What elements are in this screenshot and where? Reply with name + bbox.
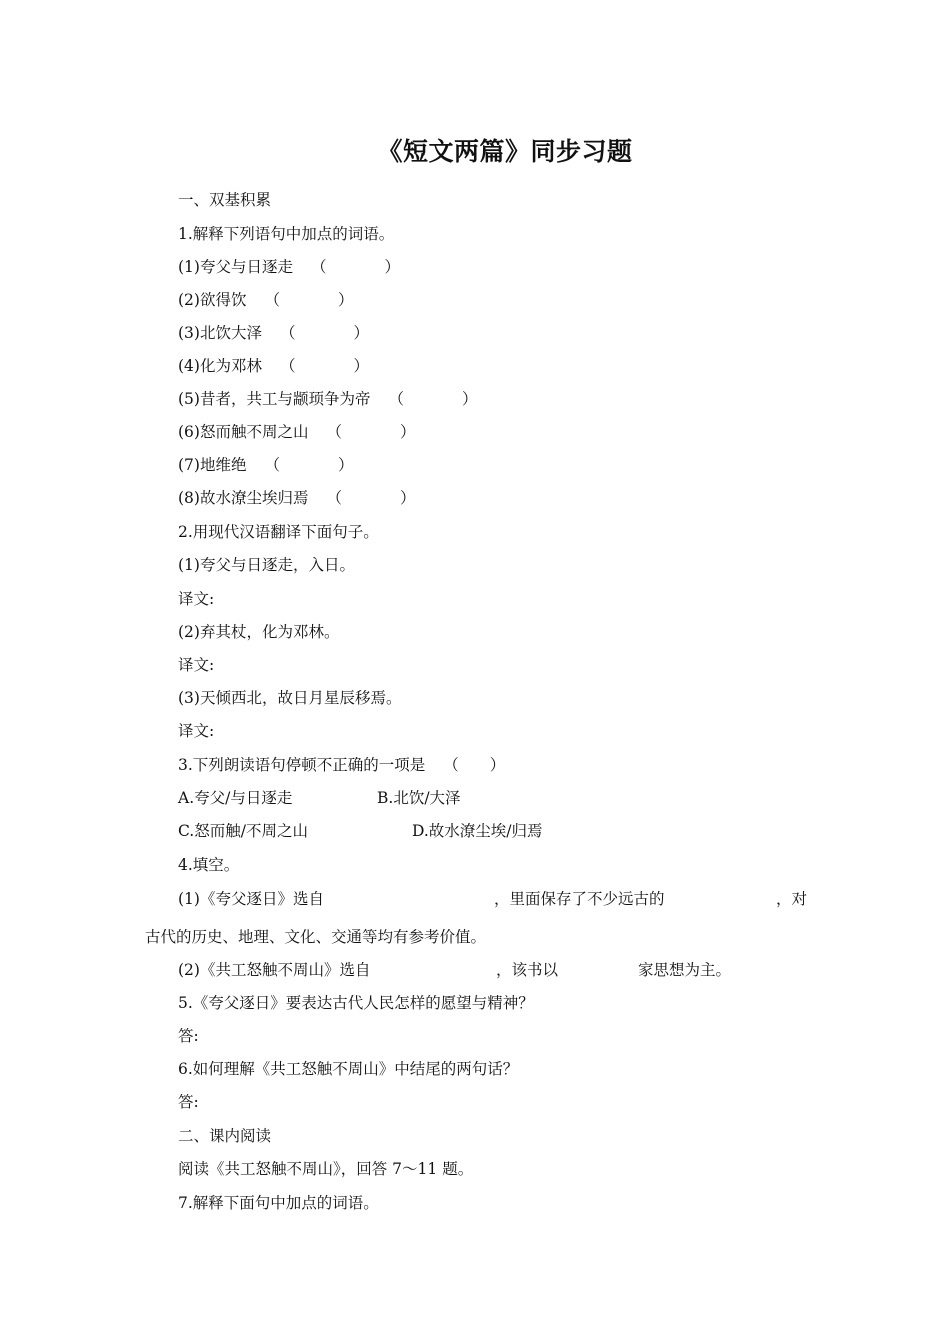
answer-label-2: 答: — [178, 1093, 199, 1111]
question-3-text: 3.下列朗读语句停顿不正确的一项是 — [178, 756, 426, 774]
question-1-item-2 — [178, 290, 354, 310]
answer-paren-close: ） — [399, 423, 416, 441]
translation-label-2: 译文: — [178, 656, 215, 674]
question-4-stem: 4.填空。 — [178, 856, 240, 874]
question-2-item-3: (3)天倾西北，故日月星辰移焉。 — [178, 689, 402, 707]
translation-label-3: 译文: — [178, 722, 215, 740]
question-2-stem: 2.用现代汉语翻译下面句子。 — [178, 523, 379, 541]
question-4-part-2-a: (2)《共工怒触不周山》选自 — [178, 961, 371, 979]
question-1-item-8 — [178, 488, 416, 508]
answer-paren-open: （ — [264, 291, 280, 309]
reading-intro: 阅读《共工怒触不周山》，回答 7～11 题。 — [178, 1160, 474, 1178]
answer-paren-close: ） — [384, 258, 400, 276]
question-3-option-a: A.夸父/与日逐走 — [178, 789, 293, 807]
item-text: (1)夸父与日逐走 — [178, 258, 293, 276]
question-1-item-7 — [178, 455, 354, 475]
question-4-part-1-continuation: 古代的历史、地理、文化、交通等均有参考价值。 — [145, 928, 487, 946]
question-7-stem: 7.解释下面句中加点的词语。 — [178, 1194, 379, 1212]
item-text: (7)地维绝 — [178, 456, 247, 474]
answer-paren-close: ） — [353, 357, 369, 375]
question-1-item-4 — [178, 356, 369, 376]
answer-paren-close: ） — [399, 489, 416, 507]
section-heading-2: 二、课内阅读 — [178, 1127, 272, 1145]
question-3-stem — [178, 755, 505, 775]
question-3-answer-paren: （ ） — [443, 756, 506, 774]
question-1-item-5 — [178, 389, 478, 409]
answer-paren-open: （ — [326, 489, 342, 507]
answer-paren-close: ） — [337, 456, 354, 474]
question-4-part-1-c: ，对 — [776, 890, 808, 908]
item-text: (5)昔者，共工与颛顼争为帝 — [178, 390, 371, 408]
answer-paren-open: （ — [388, 390, 404, 408]
question-1-item-6 — [178, 422, 416, 442]
answer-paren-close: ） — [461, 390, 478, 408]
question-4-part-1-a: (1)《夸父逐日》选自 — [178, 890, 324, 908]
item-text: (3)北饮大泽 — [178, 324, 262, 342]
item-text: (6)怒而触不周之山 — [178, 423, 309, 441]
answer-paren-close: ） — [353, 324, 369, 342]
question-4-part-2-b: ，该书以 — [496, 961, 559, 979]
question-1-item-1 — [178, 257, 400, 277]
section-heading-1: 一、双基积累 — [178, 191, 272, 209]
item-text: (2)欲得饮 — [178, 291, 247, 309]
answer-paren-open: （ — [279, 324, 296, 342]
question-2-item-1: (1)夸父与日逐走，入日。 — [178, 556, 355, 574]
item-text: (8)故水潦尘埃归焉 — [178, 489, 309, 507]
page-title: 《短文两篇》同步习题 — [377, 137, 633, 166]
question-2-item-2: (2)弃其杖，化为邓林。 — [178, 623, 340, 641]
translation-label-1: 译文: — [178, 590, 215, 608]
answer-paren-open: （ — [310, 258, 327, 276]
question-6-stem: 6.如何理解《共工怒触不周山》中结尾的两句话？ — [178, 1060, 519, 1078]
item-text: (4)化为邓林 — [178, 357, 262, 375]
answer-paren-close: ） — [337, 291, 354, 309]
answer-paren-open: （ — [279, 357, 296, 375]
question-4-part-1-b: ，里面保存了不少远古的 — [494, 890, 665, 908]
question-1-item-3 — [178, 323, 369, 343]
question-3-option-c: C.怒而触/不周之山 — [178, 822, 308, 840]
question-5-stem: 5.《夸父逐日》要表达古代人民怎样的愿望与精神？ — [178, 994, 534, 1012]
question-3-option-b: B.北饮/大泽 — [377, 789, 461, 807]
answer-label-1: 答: — [178, 1027, 199, 1045]
question-4-part-2-c: 家思想为主。 — [638, 961, 732, 979]
answer-paren-open: （ — [264, 456, 280, 474]
question-3-option-d: D.故水潦尘埃/归焉 — [412, 822, 543, 840]
answer-paren-open: （ — [326, 423, 342, 441]
question-1-stem: 1.解释下列语句中加点的词语。 — [178, 225, 395, 243]
